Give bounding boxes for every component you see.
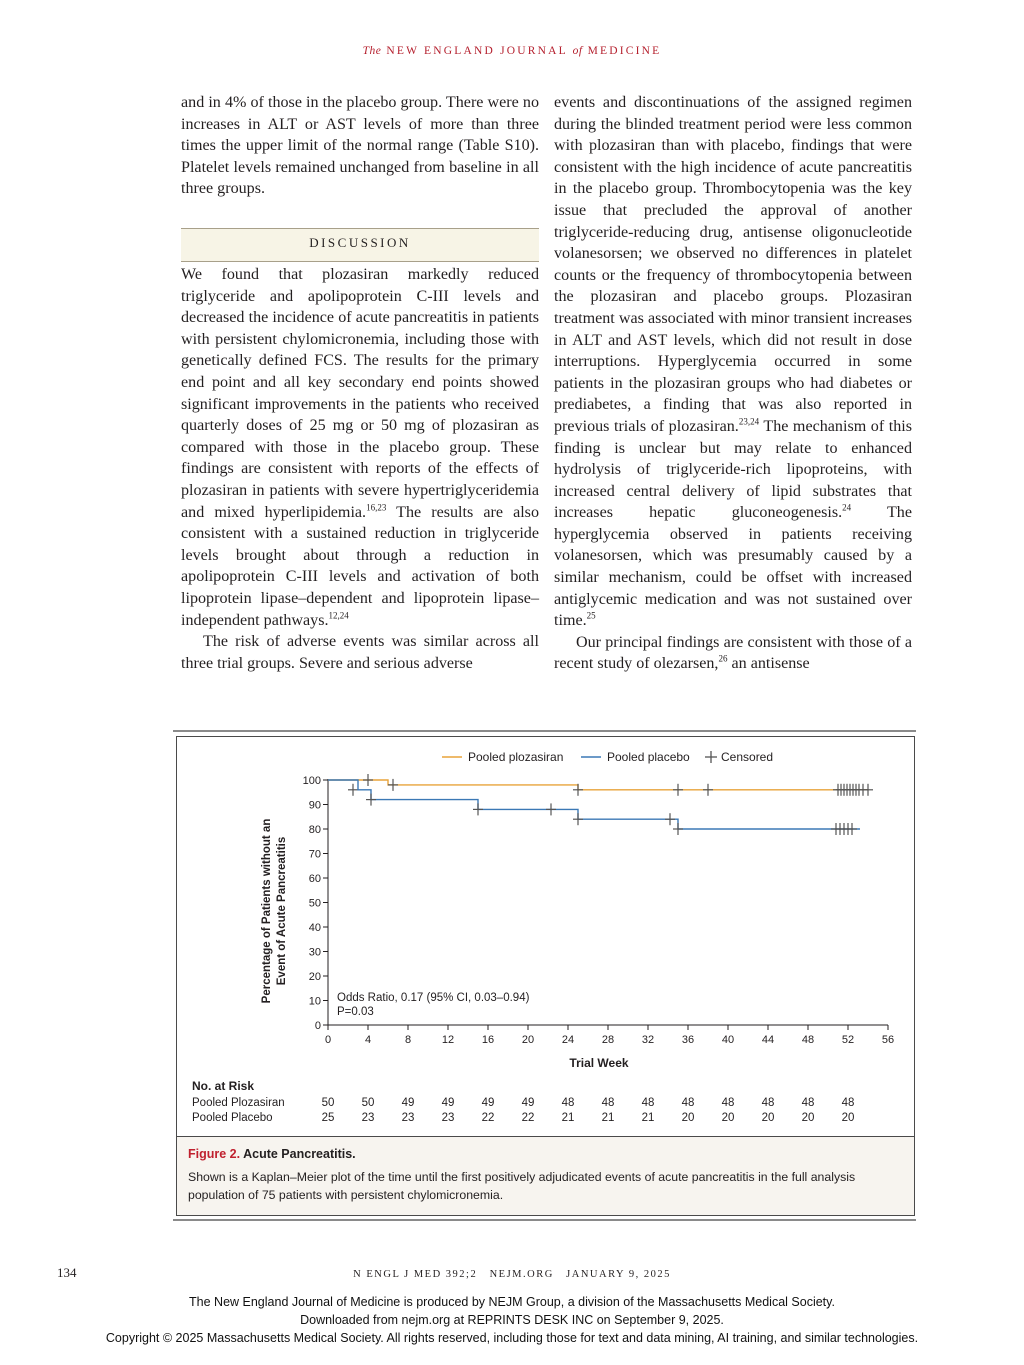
y-tick-label: 100 bbox=[302, 775, 321, 787]
x-tick-label: 32 bbox=[641, 1034, 655, 1046]
risk-table-cell: 20 bbox=[841, 1112, 855, 1124]
risk-row-label-plozasiran: Pooled Plozasiran bbox=[192, 1097, 285, 1109]
citation-sup: 24 bbox=[842, 502, 852, 513]
x-tick-label: 28 bbox=[601, 1034, 615, 1046]
censored-mark bbox=[366, 794, 376, 806]
chart-legend bbox=[442, 750, 773, 764]
risk-table-cell: 20 bbox=[721, 1112, 735, 1124]
censored-mark bbox=[388, 779, 398, 791]
right-column bbox=[554, 92, 912, 675]
censored-mark bbox=[573, 813, 583, 825]
censored-mark bbox=[665, 813, 675, 825]
risk-table-cell: 21 bbox=[561, 1112, 575, 1124]
x-tick-label: 12 bbox=[441, 1034, 455, 1046]
x-tick-label: 56 bbox=[881, 1034, 895, 1046]
x-tick-label: 48 bbox=[801, 1034, 815, 1046]
header-medicine: MEDICINE bbox=[587, 45, 662, 57]
risk-table-cell: 21 bbox=[601, 1112, 615, 1124]
chart-series bbox=[328, 774, 873, 835]
risk-table-cell: 25 bbox=[321, 1112, 335, 1124]
y-tick-label: 30 bbox=[308, 946, 321, 959]
x-tick-label: 24 bbox=[561, 1034, 575, 1046]
notice-line-3: Copyright © 2025 Massachusetts Medical Society. All rights reserved, including those for text and data mining, AI training, and similar technologies. bbox=[105, 1331, 919, 1345]
y-tick-label: 40 bbox=[308, 922, 321, 934]
right-para-2a: Our principal findings are consistent with those of a recent study of olezarsen, bbox=[554, 633, 912, 673]
right-para-1c: The hyperglycemia observed in patients receiving volanesorsen, which was presumably caused by a similar mechanism, could be offset with increased antiglycemic medication and was not sustained over time. bbox=[554, 504, 912, 630]
risk-table-cell: 48 bbox=[801, 1097, 815, 1109]
censored-mark bbox=[863, 784, 873, 796]
y-tick-label: 90 bbox=[308, 799, 321, 812]
x-tick-label: 52 bbox=[841, 1034, 855, 1046]
risk-table-cell: 48 bbox=[601, 1097, 615, 1109]
citation-sup: 12,24 bbox=[328, 610, 349, 621]
x-axis-label: Trial Week bbox=[569, 1056, 629, 1070]
risk-table-cell: 22 bbox=[521, 1112, 535, 1124]
citation-sup: 26 bbox=[718, 654, 728, 665]
y-tick-label: 10 bbox=[308, 995, 321, 1008]
censored-mark bbox=[348, 784, 358, 796]
x-tick-label: 8 bbox=[404, 1034, 412, 1046]
y-axis-label-line1: Percentage of Patients without an bbox=[261, 818, 273, 1004]
risk-table-cell: 20 bbox=[761, 1112, 775, 1124]
citation-sup: 25 bbox=[586, 610, 596, 621]
left-para-1: and in 4% of those in the placebo group. There were no increases in ALT or AST levels of more than three times the upper limit of the normal range (Table S10). Platelet levels remained unchanged from baseline in all three groups. bbox=[181, 94, 539, 198]
citation-sup: 16,23 bbox=[366, 502, 387, 513]
risk-table-cell: 48 bbox=[681, 1097, 695, 1109]
left-para-3: The risk of adverse events was similar across all three trial groups. Severe and serious adverse bbox=[181, 633, 539, 672]
risk-table-cell: 20 bbox=[801, 1112, 815, 1124]
plozasiran-survival-line bbox=[328, 780, 868, 790]
censored-mark bbox=[363, 774, 373, 786]
figure-rule-top bbox=[173, 730, 916, 732]
risk-table-cell: 49 bbox=[521, 1097, 535, 1109]
x-tick-label: 20 bbox=[521, 1034, 535, 1046]
x-tick-label: 44 bbox=[761, 1034, 775, 1046]
figure-rule-bottom bbox=[173, 1219, 916, 1221]
x-tick-label: 4 bbox=[364, 1034, 372, 1046]
risk-table-cell: 23 bbox=[441, 1112, 455, 1124]
legend-label-plozasiran: Pooled plozasiran bbox=[468, 750, 564, 764]
y-tick-label: 60 bbox=[308, 873, 321, 885]
left-para-2a: We found that plozasiran markedly reduced triglyceride and apolipoprotein C-III levels and decreased the incidence of acute pancreatitis in patients with persistent chylomicronemia, including those with genetically defined FCS. The results for the primary end point and all key secondary end points showed significant improvements in the patients who received quarterly doses of 25 mg or 50 mg of plozasiran as compared with those in the placebo group. These findings are consistent with reports of the effects of plozasiran in patients with severe hypertriglyceridemia and mixed hyperlipidemia. bbox=[181, 266, 539, 521]
legend-label-placebo: Pooled placebo bbox=[607, 750, 690, 764]
header-of: of bbox=[572, 45, 583, 57]
odds-ratio-annotation: Odds Ratio, 0.17 (95% CI, 0.03–0.94) bbox=[337, 992, 530, 1004]
censored-mark bbox=[673, 823, 683, 835]
risk-table-cell: 23 bbox=[401, 1112, 415, 1124]
left-column-body bbox=[181, 264, 539, 674]
kaplan-meier-chart bbox=[176, 736, 913, 1136]
y-tick-label: 50 bbox=[308, 897, 321, 910]
x-tick-label: 16 bbox=[481, 1034, 495, 1046]
figure-label: Figure 2. bbox=[188, 1147, 241, 1161]
right-para-2b: an antisense bbox=[727, 655, 810, 673]
risk-table-cell: 48 bbox=[841, 1097, 855, 1109]
risk-table-cell: 50 bbox=[321, 1097, 335, 1109]
figure-title-text: Acute Pancreatitis. bbox=[243, 1147, 356, 1161]
right-para-1a: events and discontinuations of the assigned regimen during the blinded treatment period were less common with plozasiran than with placebo, findings that were consistent with the high incidence of acute pancreatitis in the placebo group. Thrombocytopenia was the key issue that precluded the approval of another triglyceride-reducing drug, antisense oligonucleotide volanesorsen; we observed no differences in platelet counts or the frequency of thrombocytopenia between the plozasiran and placebo groups. Plozasiran treatment was associated with minor transient increases in ALT and AST levels, which did not result in dose interruptions. Hyperglycemia occurred in some patients in the plozasiran groups who had diabetes or prediabetes, a finding that was also reported in previous trials of plozasiran. bbox=[554, 94, 912, 435]
notice-line-2: Downloaded from nejm.org at REPRINTS DESK INC on September 9, 2025. bbox=[300, 1313, 724, 1327]
chart-axes bbox=[303, 775, 894, 1046]
right-para-1 bbox=[554, 92, 912, 632]
risk-table-cell: 49 bbox=[481, 1097, 495, 1109]
risk-row-label-placebo: Pooled Placebo bbox=[192, 1112, 273, 1124]
legend-censored-icon bbox=[705, 751, 717, 763]
risk-table-cell: 22 bbox=[481, 1112, 495, 1124]
y-tick-label: 70 bbox=[308, 848, 321, 861]
figure-caption-box bbox=[176, 1136, 915, 1216]
risk-table-cell: 49 bbox=[401, 1097, 415, 1109]
censored-mark bbox=[673, 784, 683, 796]
x-tick-label: 36 bbox=[681, 1034, 695, 1046]
censored-mark bbox=[703, 784, 713, 796]
placebo-survival-line bbox=[328, 780, 860, 829]
y-tick-label: 20 bbox=[308, 971, 321, 983]
y-tick-label: 0 bbox=[314, 1020, 321, 1032]
risk-table-title: No. at Risk bbox=[192, 1079, 255, 1093]
risk-table-cell: 21 bbox=[641, 1112, 655, 1124]
right-para-2 bbox=[554, 632, 912, 675]
legend-label-censored: Censored bbox=[721, 750, 774, 764]
running-header bbox=[0, 45, 1024, 57]
p-value-annotation: P=0.03 bbox=[337, 1006, 374, 1018]
left-para-2b: The results are also consistent with a sustained reduction in triglyceride levels brought about through a reduction in apolipoprotein C-III levels and activation of both lipoprotein lipase–dependent and lipoprotein lipase–independent pathways. bbox=[181, 503, 539, 629]
page-number: 134 bbox=[57, 1265, 77, 1280]
y-axis-label-line2: Event of Acute Pancreatitis bbox=[276, 836, 288, 986]
journal-citation: N ENGL J MED 392;2 NEJM.ORG JANUARY 9, 2025 bbox=[353, 1269, 671, 1280]
figure-caption: Shown is a Kaplan–Meier plot of the time until the first positively adjudicated events of acute pancreatitis in the full analysis population of 75 patients with persistent chylomicronemia. bbox=[188, 1170, 856, 1202]
risk-table-cell: 20 bbox=[681, 1112, 695, 1124]
risk-table-cell: 23 bbox=[361, 1112, 375, 1124]
censored-mark bbox=[546, 803, 556, 815]
left-para-2 bbox=[181, 264, 539, 631]
risk-table-cell: 48 bbox=[721, 1097, 735, 1109]
risk-table-cell: 48 bbox=[561, 1097, 575, 1109]
censored-mark bbox=[473, 803, 483, 815]
right-para-1b: The mechanism of this finding is unclear but may relate to enhanced hydrolysis of triglyceride-rich lipoproteins, with increased central delivery of lipid substrates that increases hepatic gluconeogenesis. bbox=[554, 417, 912, 522]
left-column-top bbox=[181, 92, 539, 200]
discussion-heading: DISCUSSION bbox=[309, 235, 411, 250]
citation-sup: 23,24 bbox=[738, 416, 760, 427]
risk-table-cell: 48 bbox=[641, 1097, 655, 1109]
risk-table-cell: 49 bbox=[441, 1097, 455, 1109]
x-tick-label: 0 bbox=[324, 1034, 332, 1046]
discussion-heading-box bbox=[181, 228, 539, 262]
notice-line-1: The New England Journal of Medicine is produced by NEJM Group, a division of the Massachusetts Medical Society. bbox=[189, 1295, 835, 1309]
header-the: The bbox=[362, 45, 382, 57]
risk-table-cell: 48 bbox=[761, 1097, 775, 1109]
figure-title bbox=[188, 1147, 356, 1161]
risk-table-cell: 50 bbox=[361, 1097, 375, 1109]
x-tick-label: 40 bbox=[721, 1034, 735, 1046]
y-tick-label: 80 bbox=[308, 824, 321, 836]
risk-table-values bbox=[322, 1097, 855, 1124]
header-journal: NEW ENGLAND JOURNAL bbox=[386, 45, 568, 57]
